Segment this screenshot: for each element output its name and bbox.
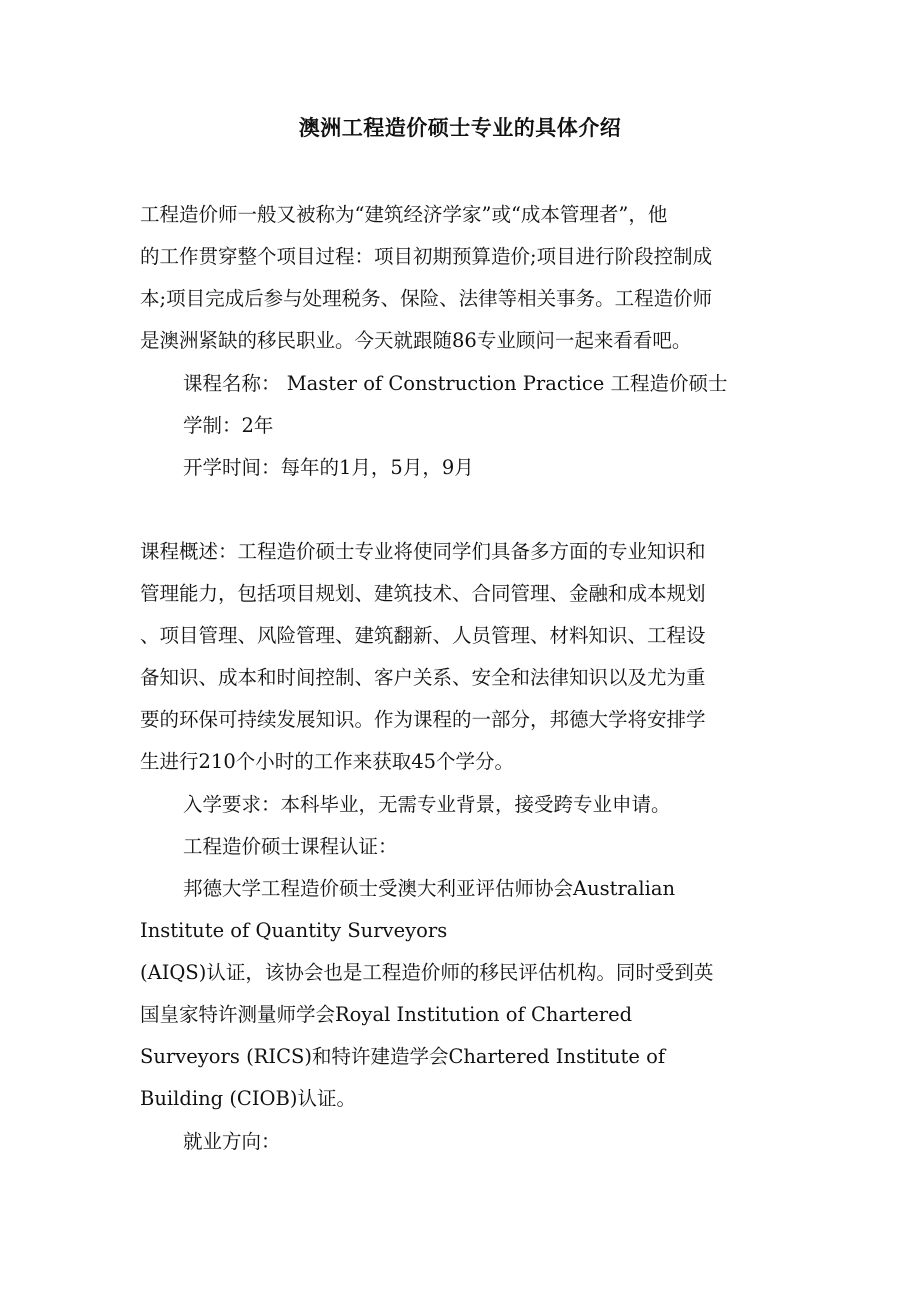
accreditation-line-6: Building (CIOB)认证。 [140, 1087, 356, 1110]
overview-line-6: 生进行210个小时的工作来获取45个学分。 [140, 750, 515, 773]
overview-line-1: 课程概述：工程造价硕士专业将使同学们具备多方面的专业知识和 [140, 540, 706, 563]
intro-line-3: 本;项目完成后参与处理税务、保险、法律等相关事务。工程造价师 [140, 287, 713, 310]
accreditation-line-1: 邦德大学工程造价硕士受澳大利亚评估师协会Australian [183, 877, 676, 900]
overview-line-3: 、项目管理、风险管理、建筑翻新、人员管理、材料知识、工程设 [140, 624, 706, 647]
intake-line: 开学时间：每年的1月，5月，9月 [183, 456, 474, 479]
course-name-line: 课程名称： Master of Construction Practice 工程造价硕士 [183, 372, 728, 395]
accreditation-line-5: Surveyors (RICS)和特许建造学会Chartered Institute of [140, 1045, 666, 1068]
accreditation-heading: 工程造价硕士课程认证： [183, 835, 398, 858]
intro-line-1: 工程造价师一般又被称为“建筑经济学家”或“成本管理者”，他 [140, 203, 668, 226]
duration-line: 学制：2年 [183, 414, 274, 437]
accreditation-line-3: (AIQS)认证，该协会也是工程造价师的移民评估机构。同时受到英 [140, 961, 714, 984]
career-heading: 就业方向： [183, 1130, 281, 1153]
intro-line-2: 的工作贯穿整个项目过程：项目初期预算造价;项目进行阶段控制成 [140, 245, 713, 268]
overview-line-2: 管理能力，包括项目规划、建筑技术、合同管理、金融和成本规划 [140, 582, 706, 605]
intro-line-4: 是澳洲紧缺的移民职业。今天就跟随86专业顾问一起来看看吧。 [140, 329, 692, 352]
accreditation-line-4: 国皇家特许测量师学会Royal Institution of Chartered [140, 1003, 633, 1026]
document-title: 澳洲工程造价硕士专业的具体介绍 [298, 115, 622, 140]
entry-requirement-line: 入学要求：本科毕业，无需专业背景，接受跨专业申请。 [183, 793, 671, 816]
accreditation-line-2: Institute of Quantity Surveyors [140, 919, 448, 942]
overview-line-5: 要的环保可持续发展知识。作为课程的一部分，邦德大学将安排学 [140, 708, 706, 731]
overview-line-4: 备知识、成本和时间控制、客户关系、安全和法律知识以及尤为重 [140, 666, 706, 689]
